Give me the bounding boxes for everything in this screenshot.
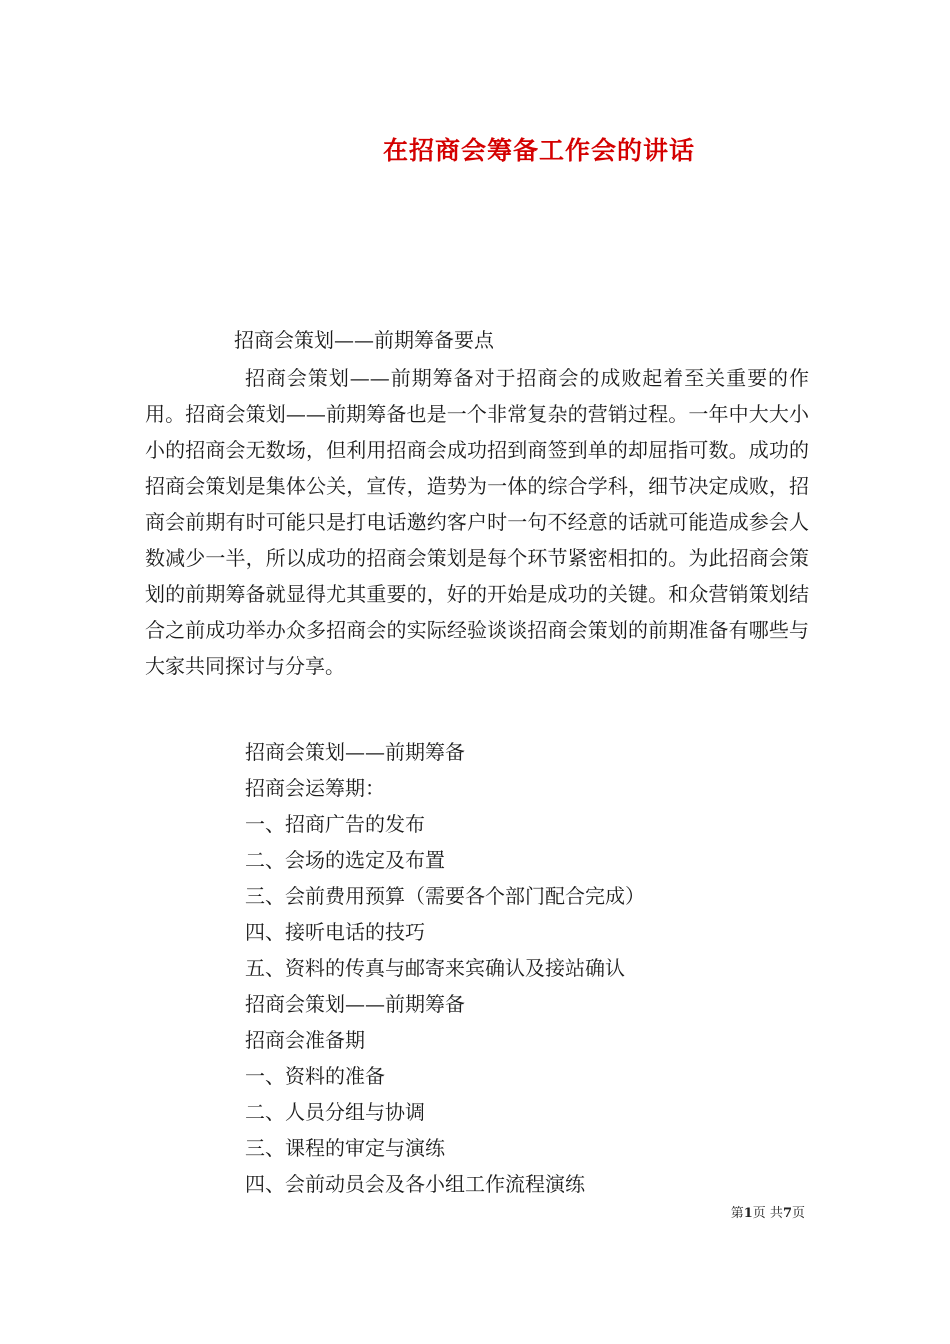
outline-item: 四、接听电话的技巧 (245, 920, 425, 944)
footer-prefix: 第 (730, 1206, 744, 1221)
section-heading: 招商会策划——前期筹备要点 (234, 328, 494, 352)
outline-item: 五、资料的传真与邮寄来宾确认及接站确认 (245, 956, 625, 980)
outline-item: 一、资料的准备 (245, 1064, 385, 1088)
footer-current-page: 1 (743, 1206, 753, 1221)
outline-item: 二、会场的选定及布置 (245, 848, 445, 872)
body-paragraph: 招商会策划——前期筹备对于招商会的成败起着至关重要的作用。招商会策划——前期筹备也是一个非常复杂的营销过程。一年中大大小小的招商会无数场，但利用招商会成功招到商签到单的却屈指可数。成功的招商会策划是集体公关，宣传，造势为一体的综合学科，细节决定成败，招商会前期有时可能只是打电话邀约客户时一句不经意的话就可能造成参会人数减少一半，所以成功的招商会策划是每个环节紧密相扣的。为此招商会策划的前期筹备就显得尤其重要的，好的开始是成功的关键。和众营销策划结合之前成功举办众多招商会的实际经验谈谈招商会策划的前期准备有哪些与大家共同探讨与分享。 (145, 366, 809, 678)
footer-suffix: 页 (791, 1206, 805, 1221)
footer-total-pages: 7 (782, 1206, 792, 1221)
outline-item: 招商会策划——前期筹备 (245, 740, 465, 764)
outline-list (245, 734, 645, 1202)
outline-item: 招商会准备期 (245, 1028, 365, 1052)
outline-item: 三、会前费用预算（需要各个部门配合完成） (245, 884, 645, 908)
footer-middle: 页 共 (752, 1206, 783, 1221)
outline-item: 招商会策划——前期筹备 (245, 992, 465, 1016)
outline-item: 招商会运筹期： (245, 776, 385, 800)
outline-item: 二、人员分组与协调 (245, 1100, 425, 1124)
outline-item: 三、课程的审定与演练 (245, 1136, 445, 1160)
outline-item: 四、会前动员会及各小组工作流程演练 (245, 1172, 585, 1196)
page-number-footer (731, 1205, 805, 1223)
outline-item: 一、招商广告的发布 (245, 812, 425, 836)
page-title: 在招商会筹备工作会的讲话 (382, 136, 695, 165)
